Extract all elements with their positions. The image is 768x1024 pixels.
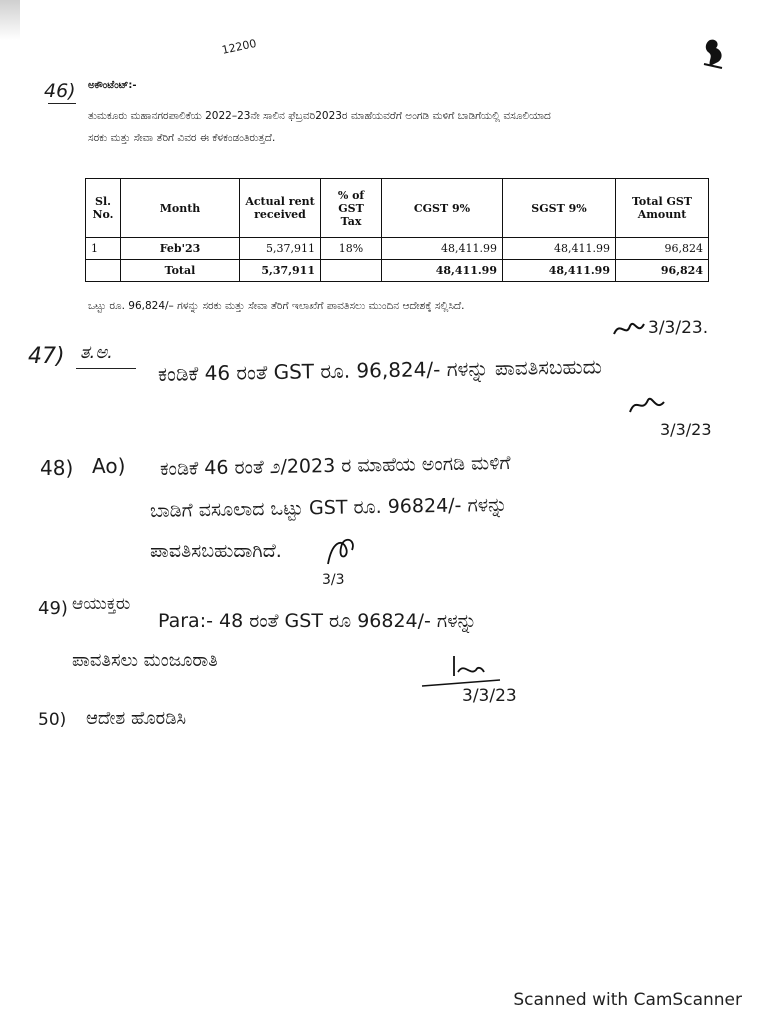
header-cgst: CGST 9% [382, 179, 503, 238]
entry-50-number: 50) [38, 710, 67, 730]
cell-cgst: 48,411.99 [382, 238, 503, 260]
entry-47-role: ತ.ಅ. [80, 342, 113, 363]
cell-sl: 1 [86, 238, 121, 260]
entry-49-line1: Para:- 48 ರಂತೆ GST ರೂ 96824/- ಗಳನ್ನು [158, 610, 477, 632]
page-number: 12200 [220, 36, 258, 57]
entry-48-date: 3/3 [322, 572, 345, 588]
entry-47-number: 47) [28, 344, 65, 369]
entry-47-signature [626, 392, 666, 422]
entry-47-date: 3/3/23 [660, 420, 712, 439]
gst-table [85, 178, 709, 282]
entry-50-text: ಆದೇಶ ಹೊರಡಿಸಿ [86, 708, 187, 729]
cell-total-pct [321, 260, 382, 282]
entry-47-role-underline [76, 368, 136, 369]
header-sgst: SGST 9% [503, 179, 616, 238]
entry-46-underline [48, 103, 76, 104]
cell-total-rent: 5,37,911 [240, 260, 321, 282]
header-sl: Sl. No. [86, 179, 121, 238]
header-total: Total GST Amount [616, 179, 709, 238]
cell-total: 96,824 [616, 238, 709, 260]
cell-pct: 18% [321, 238, 382, 260]
entry-46-heading: ಅಕೌಂಟೆಂಟ್:- [88, 80, 137, 91]
cell-sgst: 48,411.99 [503, 238, 616, 260]
header-pct: % of GST Tax [321, 179, 382, 238]
entry-47-text: ಕಂಡಿಕೆ 46 ರಂತೆ GST ರೂ. 96,824/- ಗಳನ್ನು ಪಾವತಿಸಬಹುದು [157, 354, 603, 386]
table-header-row [86, 179, 709, 238]
entry-46-number: 46) [44, 80, 76, 102]
table-total-row [86, 260, 709, 282]
entry-48-line3: ಪಾವತಿಸಬಹುದಾಗಿದೆ. [150, 540, 282, 562]
cell-total-sl [86, 260, 121, 282]
scan-edge-shadow [0, 0, 20, 40]
cell-month: Feb'23 [121, 238, 240, 260]
entry-48-line1: ಕಂಡಿಕೆ 46 ರಂತೆ ೨/2023 ರ ಮಾಹೆಯ ಅಂಗಡಿ ಮಳಿಗೆ [159, 451, 511, 480]
entry-48-signature [322, 534, 360, 574]
entry-48-number: 48) [40, 456, 74, 480]
entry-46-para-line2: ಸರಕು ಮತ್ತು ಸೇವಾ ತೆರಿಗೆ ವಿವರ ಈ ಕೆಳಕಂಡಂತಿರುತ್ತದೆ. [88, 132, 276, 144]
seal-mark [700, 36, 728, 74]
scanner-watermark: Scanned with CamScanner [513, 990, 742, 1010]
entry-49-role: ಆಯುಕ್ತರು [72, 594, 131, 614]
entry-48-line2: ಬಾಡಿಗೆ ವಸೂಲಾದ ಒಟ್ಟು GST ರೂ. 96824/- ಗಳನ್ನು [149, 493, 508, 522]
cell-total-cgst: 48,411.99 [382, 260, 503, 282]
entry-48-role: Ao) [92, 454, 126, 478]
cell-total-sgst: 48,411.99 [503, 260, 616, 282]
cell-total-amount: 96,824 [616, 260, 709, 282]
entry-49-number: 49) [38, 598, 68, 619]
header-rent: Actual rent received [240, 179, 321, 238]
cell-rent: 5,37,911 [240, 238, 321, 260]
header-month: Month [121, 179, 240, 238]
table-row [86, 238, 709, 260]
entry-49-line2: ಪಾವತಿಸಲು ಮಂಜೂರಾತಿ [72, 650, 218, 671]
cell-total-label: Total [121, 260, 240, 282]
entry-46-sign-date: 3/3/23. [648, 318, 709, 338]
entry-46-para-line1: ತುಮಕೂರು ಮಹಾನಗರಪಾಲಿಕೆಯ 2022–23ನೇ ಸಾಲಿನ ಫೆಬ್ರವರಿ2023ರ ಮಾಹೆಯವರೆಗೆ ಅಂಗಡಿ ಮಳಿಗೆ ಬಾಡಿಗೆಯಲ್ಲಿ ವಸೂಲಿಯಾದ [88, 110, 551, 122]
entry-46-note: ಒಟ್ಟು ರೂ. 96,824/– ಗಳನ್ನು ಸರಕು ಮತ್ತು ಸೇವಾ ತೆರಿಗೆ ಇಲಾಖೆಗೆ ಪಾವತಿಸಲು ಮುಂದಿನ ಆದೇಶಕ್ಕೆ ಸಲ್ಲಿಸಿದೆ. [88, 300, 465, 312]
entry-49-date: 3/3/23 [462, 686, 517, 706]
entry-46-signature [612, 318, 646, 344]
